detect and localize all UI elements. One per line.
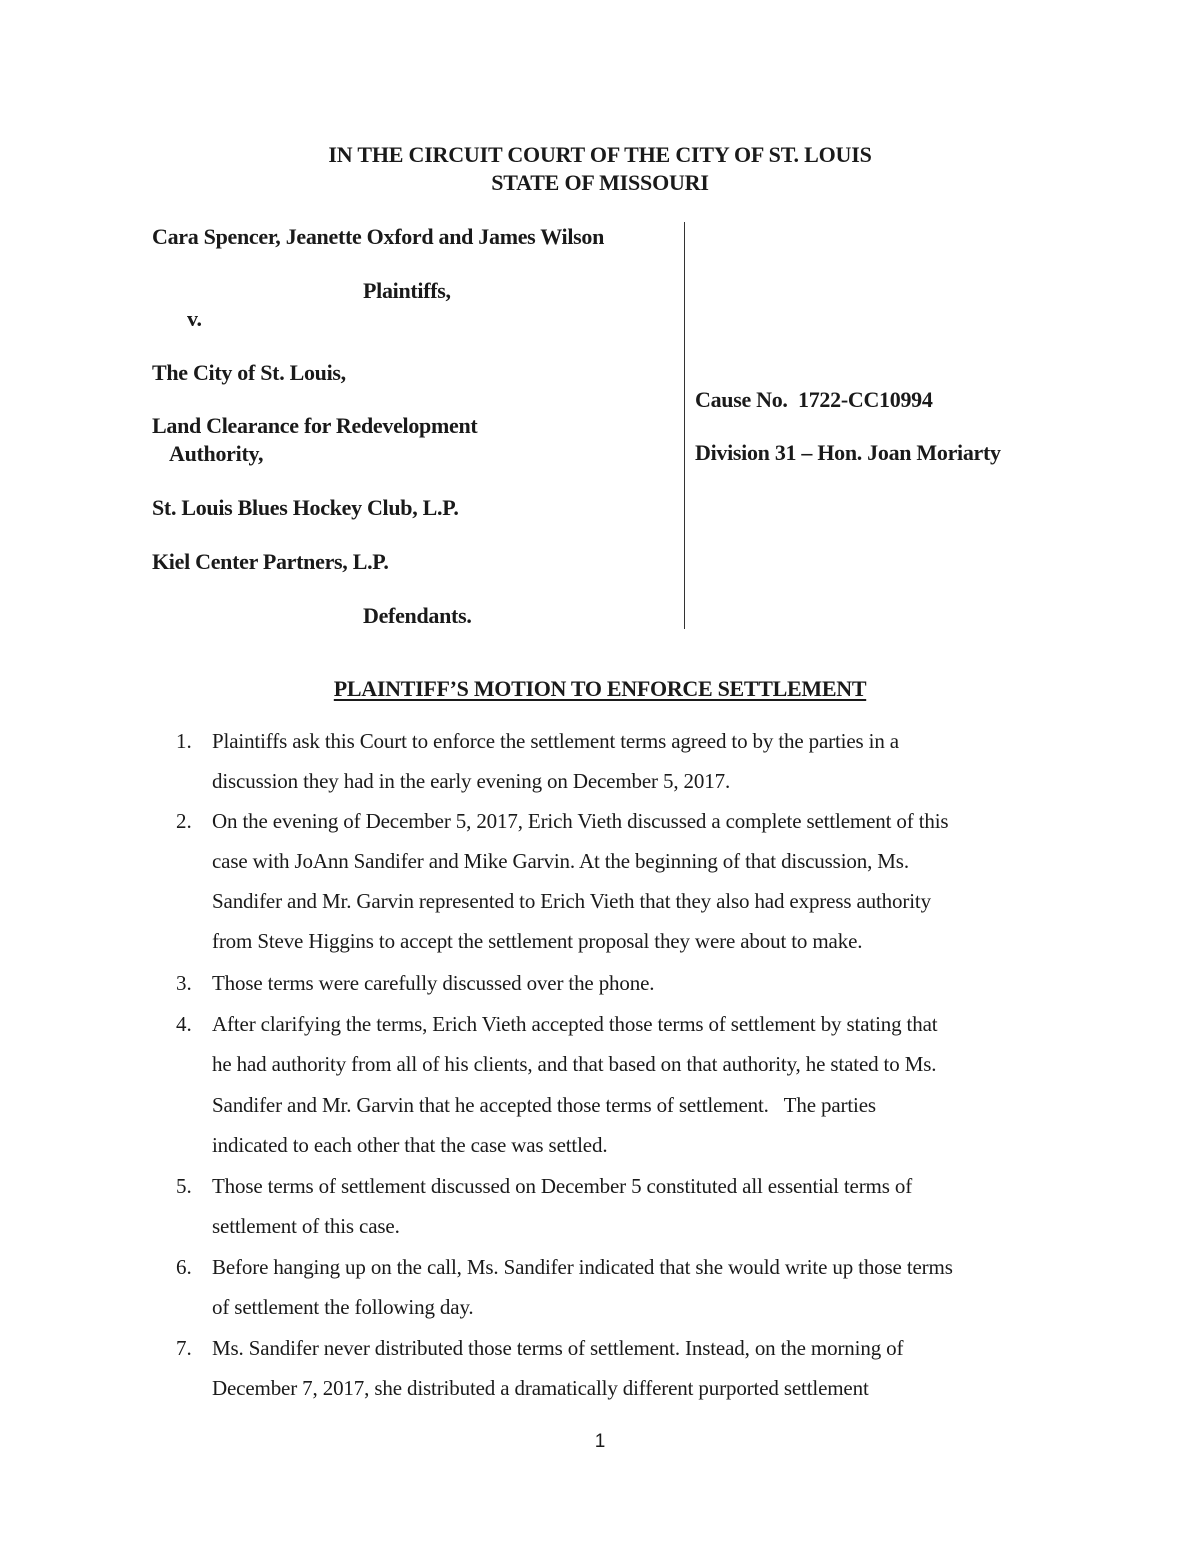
paragraph-number: 7.	[176, 1336, 192, 1360]
paragraph-number: 1.	[176, 729, 192, 753]
paragraph-line: On the evening of December 5, 2017, Erich Vieth discussed a complete settlement of this	[212, 809, 949, 833]
paragraph-line: After clarifying the terms, Erich Vieth accepted those terms of settlement by stating that	[212, 1012, 938, 1036]
paragraph-number: 3.	[176, 971, 192, 995]
paragraph-line: Before hanging up on the call, Ms. Sandifer indicated that she would write up those terms	[212, 1255, 953, 1279]
paragraph-line: indicated to each other that the case was settled.	[212, 1133, 608, 1157]
defendant-city-of-st-louis: The City of St. Louis,	[152, 360, 346, 385]
paragraph-line: Sandifer and Mr. Garvin represented to Erich Vieth that they also had express authority	[212, 889, 931, 913]
court-heading-line1: IN THE CIRCUIT COURT OF THE CITY OF ST. LOUIS	[328, 142, 872, 167]
plaintiffs-names: Cara Spencer, Jeanette Oxford and James Wilson	[152, 224, 605, 249]
paragraph-number: 6.	[176, 1255, 192, 1279]
paragraph-line: Ms. Sandifer never distributed those terms of settlement. Instead, on the morning of	[212, 1336, 904, 1360]
court-heading-line2: STATE OF MISSOURI	[491, 170, 709, 195]
paragraph-line: December 7, 2017, she distributed a dramatically different purported settlement	[212, 1376, 869, 1400]
paragraph-number: 4.	[176, 1012, 192, 1036]
division-judge: Division 31 – Hon. Joan Moriarty	[695, 440, 1001, 465]
defendant-lcra-line1: Land Clearance for Redevelopment	[152, 413, 478, 438]
page-number: 1	[594, 1431, 606, 1452]
paragraph-line: Those terms of settlement discussed on December 5 constituted all essential terms of	[212, 1174, 913, 1198]
paragraph-number: 2.	[176, 809, 192, 833]
paragraph-line: he had authority from all of his clients, and that based on that authority, he stated to Ms.	[212, 1052, 937, 1076]
paragraph-line: of settlement the following day.	[212, 1295, 474, 1319]
paragraph-number: 5.	[176, 1174, 192, 1198]
paragraph-line: case with JoAnn Sandifer and Mike Garvin. At the beginning of that discussion, Ms.	[212, 849, 909, 873]
paragraph-line: Plaintiffs ask this Court to enforce the settlement terms agreed to by the parties in a	[212, 729, 899, 753]
paragraph-line: from Steve Higgins to accept the settlement proposal they were about to make.	[212, 929, 863, 953]
paragraph-line: discussion they had in the early evening on December 5, 2017.	[212, 769, 731, 793]
paragraph-line: settlement of this case.	[212, 1214, 400, 1238]
versus-label: v.	[187, 306, 202, 331]
defendant-lcra-line2: Authority,	[169, 441, 264, 466]
caption-divider	[684, 222, 685, 629]
defendant-kiel-center-partners: Kiel Center Partners, L.P.	[152, 549, 389, 574]
defendant-blues-hockey-club: St. Louis Blues Hockey Club, L.P.	[152, 495, 459, 520]
paragraph-line: Sandifer and Mr. Garvin that he accepted those terms of settlement. The parties	[212, 1093, 876, 1117]
motion-title-text: PLAINTIFF’S MOTION TO ENFORCE SETTLEMENT	[333, 676, 867, 701]
defendants-label: Defendants.	[363, 603, 472, 628]
cause-number: Cause No. 1722-CC10994	[695, 387, 933, 412]
motion-title	[0, 676, 1200, 702]
paragraph-line: Those terms were carefully discussed over the phone.	[212, 971, 655, 995]
plaintiffs-label: Plaintiffs,	[363, 278, 451, 303]
